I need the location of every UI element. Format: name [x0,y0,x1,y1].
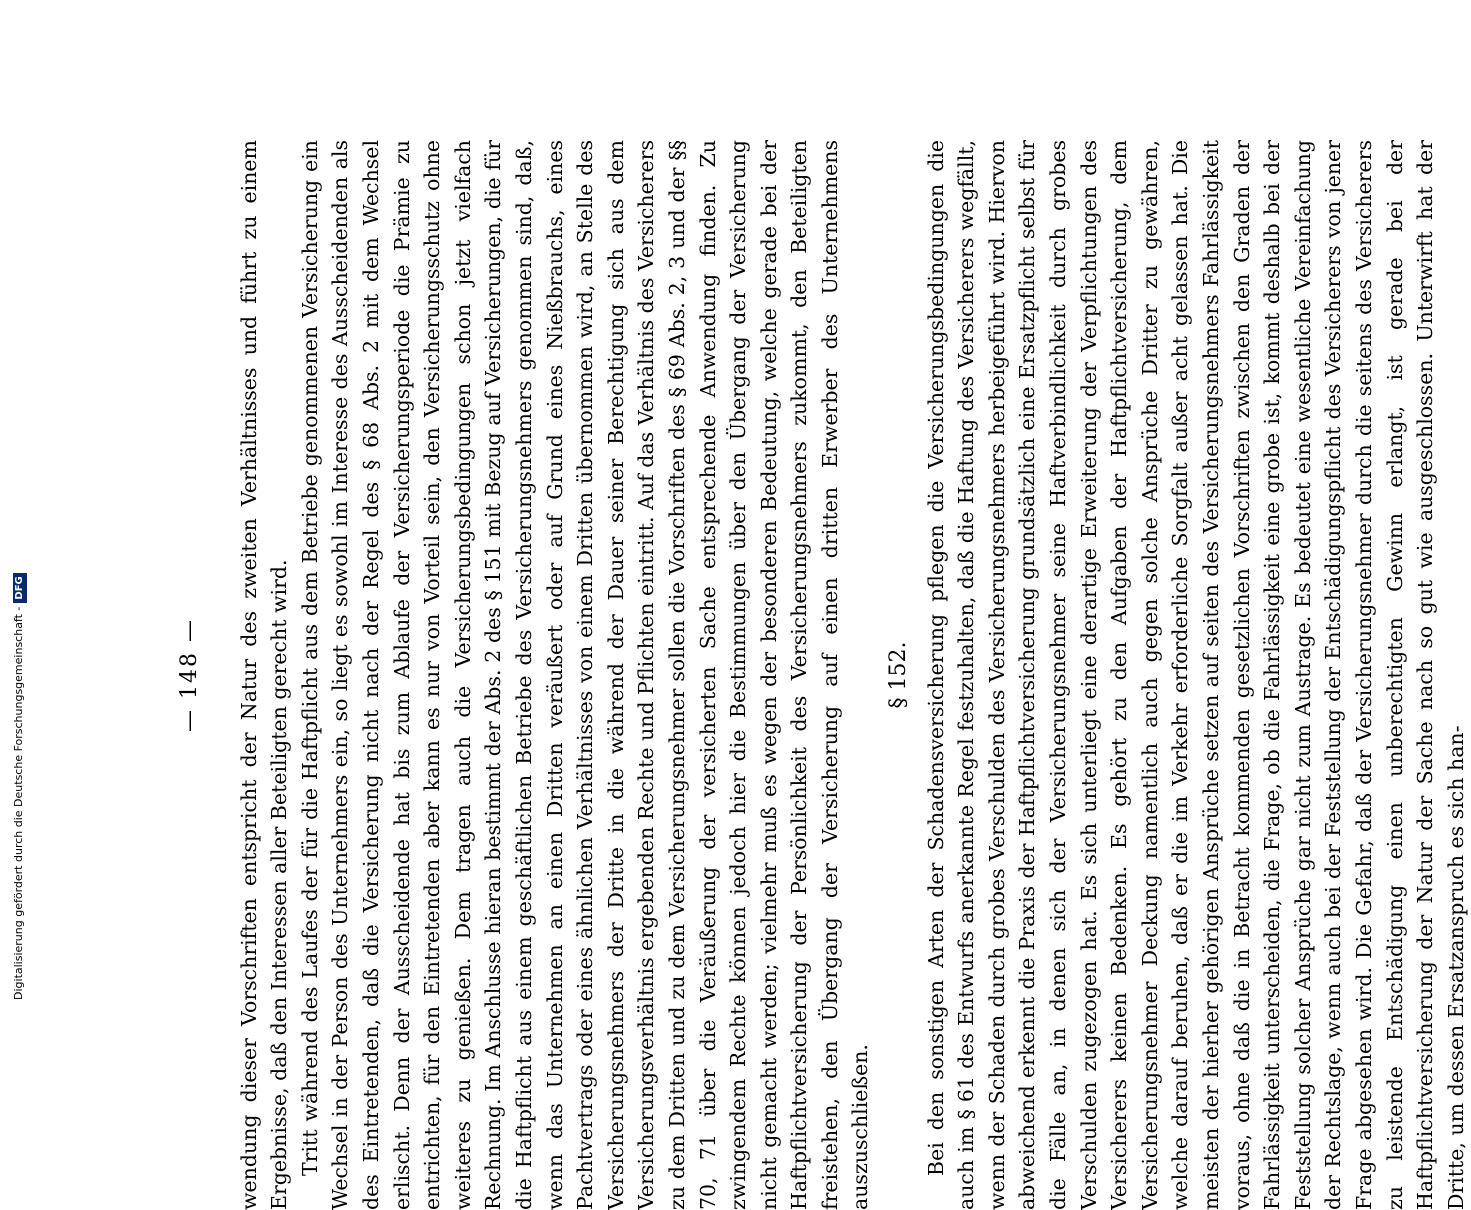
rotated-page [175,100,1468,1210]
dfg-logo: DFG [13,573,27,602]
paragraph-section-152: Bei den sonstigen Arten der Schadensversicherung pflegen die Versicherungsbedingungen die auch im § 61 des Entwurfs anerkannte Regel festzuhalten, daß die Haftung des Versicherers wegfällt, wenn der Schaden durch grobes Verschulden des Versicherungsnehmers herbeigeführt wird. Hiervon abweichend erkennt die Praxis der Haftpflichtversicherung grundsätzlich eine Ersatzpflicht selbst für die Fälle an, in denen sich der Versicherungsnehmer seine Haftverbindlichkeit durch grobes Verschulden zugezogen hat. Es sich unterliegt eine derartige Erweiterung der Verpflichtungen des Versicherers keinen Bedenken. Es gehört zu den Aufgaben der Haftpflichtversicherung, dem Versicherungsnehmer Deckung namentlich auch gegen solche Ansprüche Dritter zu gewähren, welche darauf beruhen, daß er die im Verkehr erforderliche Sorgfalt außer acht gelassen hat. Die meisten der hierher gehörigen Ansprüche setzen auf seiten des Versicherungsnehmers Fahrlässigkeit voraus, ohne daß die in Betracht kommenden gesetzlichen Vorschriften zwischen den Graden der Fahrlässigkeit unterscheiden, die Frage, ob die Fahrlässigkeit eine grobe ist, kommt deshalb bei der Feststellung solcher Ansprüche gar nicht zum Austrage. Es bedeutet eine wesentliche Vereinfachung der Rechtslage, wenn auch bei der Feststellung der Entschädigungspflicht des Versicherers von jener Frage abgesehen wird. Die Gefahr, daß der Versicherungsnehmer durch die seitens des Versicherers zu leistende Entschädigung einen unberechtigten Gewinn erlangt, ist gerade bei der Haftpflichtversicherung der Natur der Sache nach so gut wie ausgeschlossen. Unterwirft hat der Dritte, um dessen Ersatzanspruch es sich han- [923,140,1468,1210]
page-number-header: — 148 — [177,618,202,732]
digitization-footer [8,0,30,1000]
section-heading: § 152. [886,641,912,709]
paragraph-haftpflicht-wechsel: Tritt während des Laufes der für die Haftpflicht aus dem Betriebe genommenen Versicherung ein Wechsel in der Person des Unternehmers ein, so liegt es sowohl im Interesse des Ausscheidenden als des Eintretenden, daß die Versicherung nicht nach der Regel des § 68 Abs. 2 mit dem Wechsel erlischt. Denn der Ausscheidende hat bis zum Ablaufe der Versicherungsperiode die Prämie zu entrichten, für den Eintretenden aber kann es nur von Vorteil sein, den Versicherungsschutz ohne weiteres zu genießen. Dem tragen auch die Versicherungsbedingungen schon jetzt vielfach Rechnung. Im Anschlusse hieran bestimmt der Abs. 2 des § 151 mit Bezug auf Versicherungen, die für die Haftpflicht aus einem geschäftlichen Betriebe des Versicherungsnehmers genommen sind, daß, wenn das Unternehmen an einen Dritten veräußert oder auf Grund eines Nießbrauchs, eines Pachtvertrags oder eines ähnlichen Verhältnisses von einem Dritten übernommen wird, an Stelle des Versicherungsnehmers der Dritte in die während der Dauer seiner Berechtigung sich aus dem Versicherungsverhältnis ergebenden Rechte und Pflichten eintritt. Auf das Verhältnis des Versicherers zu dem Dritten und zu dem Versicherungsnehmer sollen die Vorschriften des § 69 Abs. 2, 3 und der §§ 70, 71 über die Veräußerung der versicherten Sache entsprechende Anwendung finden. Zu zwingendem Rechte können jedoch hier die Bestimmungen über den Übergang der Versicherung nicht gemacht werden; vielmehr muß es wegen der besonderen Bedeutung, welche gerade bei der Haftpflichtversicherung der Persönlichkeit des Versicherungsnehmers zukommt, den Beteiligten freistehen, den Übergang der Versicherung auf einen dritten Erwerber des Unternehmens auszuschließen. [297,140,873,1210]
page-content [175,140,1468,1210]
footer-text: Digitalisierung gefördert durch die Deutsche Forschungsgemeinschaft - [12,606,25,1000]
paragraph-continuation: wendung dieser Vorschriften entspricht der Natur des zweiten Verhältnisses und führt zu einem Ergebnisse, daß den Interessen aller Beteiligten gerecht wird. [236,140,292,1210]
